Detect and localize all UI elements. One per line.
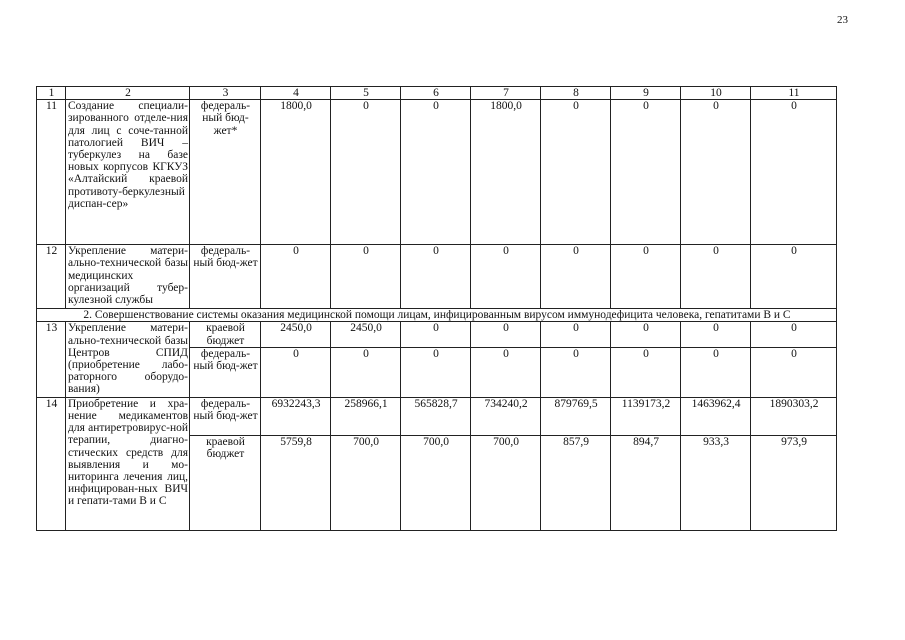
value-cell: 700,0 — [471, 435, 541, 530]
header-cell: 9 — [611, 87, 681, 100]
value-cell: 973,9 — [751, 435, 837, 530]
budget-table — [36, 86, 837, 531]
value-cell: 0 — [541, 322, 611, 347]
header-cell: 1 — [37, 87, 66, 100]
value-cell: 700,0 — [331, 435, 401, 530]
value-cell: 0 — [401, 245, 471, 309]
value-cell: 0 — [331, 347, 401, 397]
value-cell: 0 — [541, 245, 611, 309]
header-cell: 3 — [190, 87, 261, 100]
value-cell: 700,0 — [401, 435, 471, 530]
funding-source: краевой бюджет — [190, 322, 261, 347]
value-cell: 0 — [681, 100, 751, 245]
value-cell: 0 — [401, 347, 471, 397]
table-row — [37, 245, 837, 309]
funding-source: федераль-ный бюд-жет — [190, 397, 261, 435]
value-cell: 0 — [751, 322, 837, 347]
header-cell: 10 — [681, 87, 751, 100]
value-cell: 0 — [541, 100, 611, 245]
section-row — [37, 309, 837, 322]
value-cell: 0 — [751, 347, 837, 397]
value-cell: 734240,2 — [471, 397, 541, 435]
header-cell: 6 — [401, 87, 471, 100]
header-cell: 5 — [331, 87, 401, 100]
value-cell: 0 — [261, 245, 331, 309]
row-name: Укрепление матери-ально-технической базы медицинских организаций тубер-кулезной службы — [66, 245, 190, 309]
value-cell: 1890303,2 — [751, 397, 837, 435]
value-cell: 879769,5 — [541, 397, 611, 435]
table-header-row — [37, 87, 837, 100]
value-cell: 0 — [401, 322, 471, 347]
header-cell: 7 — [471, 87, 541, 100]
value-cell: 2450,0 — [331, 322, 401, 347]
value-cell: 5759,8 — [261, 435, 331, 530]
value-cell: 1800,0 — [471, 100, 541, 245]
header-cell: 8 — [541, 87, 611, 100]
funding-source: федераль-ный бюд-жет* — [190, 100, 261, 245]
funding-source: федераль-ный бюд-жет — [190, 347, 261, 397]
value-cell: 0 — [751, 100, 837, 245]
value-cell: 0 — [401, 100, 471, 245]
value-cell: 1800,0 — [261, 100, 331, 245]
value-cell: 0 — [471, 322, 541, 347]
row-name: Приобретение и хра-нение медикаментов для антиретровирус-ной терапии, диагно-стических средств для выявления и мо-ниторинга лечения лиц, инфицирован-ных ВИЧ и гепати-тами В и С — [66, 397, 190, 530]
value-cell: 1139173,2 — [611, 397, 681, 435]
value-cell: 0 — [471, 245, 541, 309]
table-row — [37, 100, 837, 245]
value-cell: 0 — [331, 245, 401, 309]
value-cell: 0 — [611, 100, 681, 245]
value-cell: 0 — [611, 245, 681, 309]
value-cell: 0 — [541, 347, 611, 397]
value-cell: 0 — [681, 245, 751, 309]
value-cell: 2450,0 — [261, 322, 331, 347]
row-number: 11 — [37, 100, 66, 245]
value-cell: 1463962,4 — [681, 397, 751, 435]
value-cell: 0 — [681, 347, 751, 397]
row-number: 13 — [37, 322, 66, 397]
value-cell: 0 — [261, 347, 331, 397]
funding-source: федераль-ный бюд-жет — [190, 245, 261, 309]
value-cell: 6932243,3 — [261, 397, 331, 435]
value-cell: 565828,7 — [401, 397, 471, 435]
row-number: 12 — [37, 245, 66, 309]
value-cell: 258966,1 — [331, 397, 401, 435]
row-number: 14 — [37, 397, 66, 530]
header-cell: 11 — [751, 87, 837, 100]
header-cell: 4 — [261, 87, 331, 100]
table-row — [37, 322, 837, 347]
value-cell: 0 — [681, 322, 751, 347]
value-cell: 0 — [611, 347, 681, 397]
table-row — [37, 397, 837, 435]
page-number: 23 — [837, 14, 848, 26]
header-cell: 2 — [66, 87, 190, 100]
value-cell: 0 — [471, 347, 541, 397]
section-heading: 2. Совершенствование системы оказания медицинской помощи лицам, инфицированным вирусом иммунодефицита человека, гепатитами В и С — [37, 309, 837, 322]
value-cell: 0 — [611, 322, 681, 347]
row-name: Укрепление матери-ально-технической базы Центров СПИД (приобретение лабо-раторного оборудо-вания) — [66, 322, 190, 397]
value-cell: 0 — [751, 245, 837, 309]
value-cell: 894,7 — [611, 435, 681, 530]
value-cell: 0 — [331, 100, 401, 245]
value-cell: 933,3 — [681, 435, 751, 530]
funding-source: краевой бюджет — [190, 435, 261, 530]
value-cell: 857,9 — [541, 435, 611, 530]
row-name: Создание специали-зированного отделе-ния для лиц с соче-танной патологией ВИЧ – туберкулез на базе новых корпусов КГКУЗ «Алтайский краевой противоту-беркулезный диспан-сер» — [66, 100, 190, 245]
